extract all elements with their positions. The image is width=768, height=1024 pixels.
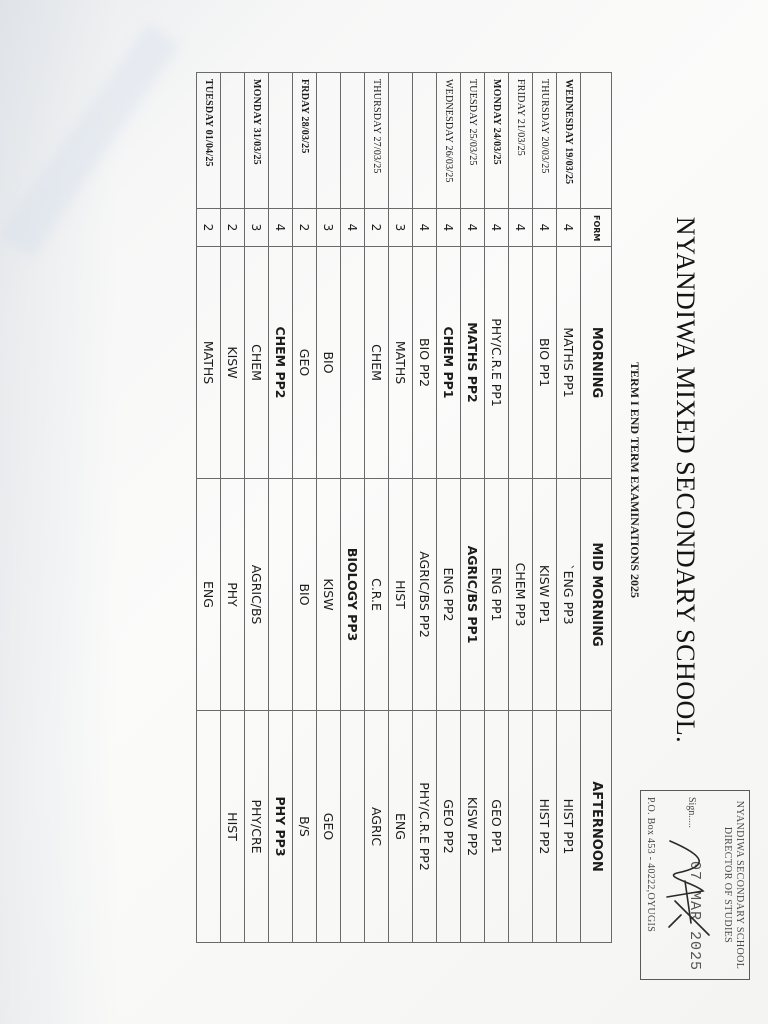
timetable-header-row <box>581 73 612 943</box>
exam-timetable <box>196 72 612 943</box>
table-row <box>533 73 557 943</box>
row-afternoon <box>341 711 365 943</box>
row-afternoon: PHY/C.R.E PP2 <box>413 711 437 943</box>
row-form: 4 <box>557 209 581 247</box>
row-morning <box>509 247 533 479</box>
row-afternoon: AGRIC <box>365 711 389 943</box>
row-day: TUESDAY 25/03/25 <box>461 73 485 209</box>
row-form: 4 <box>341 209 365 247</box>
row-mid-morning: AGRIC/BS <box>245 479 269 711</box>
row-afternoon <box>197 711 221 943</box>
row-form: 4 <box>509 209 533 247</box>
row-form: 2 <box>365 209 389 247</box>
row-form: 4 <box>461 209 485 247</box>
row-afternoon: B/S <box>293 711 317 943</box>
row-morning: KISW <box>221 247 245 479</box>
row-morning: BIO PP1 <box>533 247 557 479</box>
row-form: 4 <box>413 209 437 247</box>
row-day: FRIDAY 21/03/25 <box>509 73 533 209</box>
row-form: 4 <box>485 209 509 247</box>
row-mid-morning: AGRIC/BS PP1 <box>461 479 485 711</box>
row-morning: MATHS PP2 <box>461 247 485 479</box>
row-mid-morning: ENG PP2 <box>437 479 461 711</box>
row-day: FRDAY 28/03/25 <box>293 73 317 209</box>
row-morning: CHEM PP2 <box>269 247 293 479</box>
table-row <box>437 73 461 943</box>
row-form: 4 <box>437 209 461 247</box>
row-mid-morning: PHY <box>221 479 245 711</box>
row-day: MONDAY 24/03/25 <box>485 73 509 209</box>
stamp-office: DIRECTOR OF STUDIES <box>722 826 733 944</box>
row-morning: MATHS <box>197 247 221 479</box>
header-morning: MORNING <box>581 247 612 479</box>
row-mid-morning: KISW PP1 <box>533 479 557 711</box>
director-of-studies-stamp <box>640 790 750 980</box>
row-day <box>389 73 413 209</box>
row-mid-morning: BIOLOGY PP3 <box>341 479 365 711</box>
row-day: THURSDAY 20/03/25 <box>533 73 557 209</box>
stamp-address: P.O. Box 453 - 40222,OYUGIS <box>645 797 656 933</box>
row-form: 3 <box>245 209 269 247</box>
row-afternoon: HIST <box>221 711 245 943</box>
school-name: NYANDIWA MIXED SECONDARY SCHOOL. <box>671 216 700 744</box>
stamp-school-name: NYANDIWA SECONDARY SCHOOL <box>734 800 745 970</box>
row-mid-morning: ENG <box>197 479 221 711</box>
row-mid-morning: KISW <box>317 479 341 711</box>
row-morning: CHEM <box>245 247 269 479</box>
row-day <box>341 73 365 209</box>
stamp-sign-label: Sign..... <box>686 797 697 828</box>
row-form: 4 <box>269 209 293 247</box>
row-morning: MATHS <box>389 247 413 479</box>
row-morning: GEO <box>293 247 317 479</box>
row-day: WEDNESDAY 26/03/25 <box>437 73 461 209</box>
row-day: THURSDAY 27/03/25 <box>365 73 389 209</box>
table-row <box>221 73 245 943</box>
header-form: FORM <box>581 209 612 247</box>
row-morning: MATHS PP1 <box>557 247 581 479</box>
table-row <box>389 73 413 943</box>
table-row <box>317 73 341 943</box>
row-afternoon: ENG <box>389 711 413 943</box>
table-row <box>461 73 485 943</box>
row-day <box>317 73 341 209</box>
table-row <box>509 73 533 943</box>
table-row <box>197 73 221 943</box>
row-afternoon <box>509 711 533 943</box>
row-day: TUESDAY 01/04/25 <box>197 73 221 209</box>
row-mid-morning: ENG PP1 <box>485 479 509 711</box>
row-morning: CHEM <box>365 247 389 479</box>
row-morning: CHEM PP1 <box>437 247 461 479</box>
row-form: 4 <box>533 209 557 247</box>
row-mid-morning: C.R.E <box>365 479 389 711</box>
table-row <box>413 73 437 943</box>
table-row <box>245 73 269 943</box>
row-afternoon: HIST PP2 <box>533 711 557 943</box>
table-row <box>341 73 365 943</box>
row-mid-morning: CHEM PP3 <box>509 479 533 711</box>
row-afternoon: GEO PP2 <box>437 711 461 943</box>
row-afternoon: PHY PP3 <box>269 711 293 943</box>
row-day <box>269 73 293 209</box>
row-morning: BIO <box>317 247 341 479</box>
row-mid-morning: `ENG PP3 <box>557 479 581 711</box>
row-morning: BIO PP2 <box>413 247 437 479</box>
header-afternoon: AFTERNOON <box>581 711 612 943</box>
row-form: 2 <box>221 209 245 247</box>
row-mid-morning: HIST <box>389 479 413 711</box>
row-form: 2 <box>293 209 317 247</box>
header-mid-morning: MID MORNING <box>581 479 612 711</box>
row-form: 3 <box>317 209 341 247</box>
row-day: WEDNESDAY 19/03/25 <box>557 73 581 209</box>
row-day <box>221 73 245 209</box>
table-row <box>485 73 509 943</box>
signature-icon <box>655 831 725 951</box>
row-afternoon: GEO <box>317 711 341 943</box>
row-day <box>413 73 437 209</box>
row-morning <box>341 247 365 479</box>
row-afternoon: HIST PP1 <box>557 711 581 943</box>
stamp-date: 07 MAR 2025 <box>686 861 703 972</box>
row-afternoon: GEO PP1 <box>485 711 509 943</box>
table-row <box>269 73 293 943</box>
table-row <box>557 73 581 943</box>
row-afternoon: PHY/CRE <box>245 711 269 943</box>
row-mid-morning: AGRIC/BS PP2 <box>413 479 437 711</box>
header-day <box>581 73 612 209</box>
row-mid-morning <box>269 479 293 711</box>
table-row <box>293 73 317 943</box>
row-form: 3 <box>389 209 413 247</box>
exam-title: TERM I END TERM EXAMINATIONS 2025 <box>628 362 642 598</box>
table-row <box>365 73 389 943</box>
row-morning: PHY/C.R.E PP1 <box>485 247 509 479</box>
row-mid-morning: BIO <box>293 479 317 711</box>
row-form: 2 <box>197 209 221 247</box>
row-day: MONDAY 31/03/25 <box>245 73 269 209</box>
row-afternoon: KISW PP2 <box>461 711 485 943</box>
